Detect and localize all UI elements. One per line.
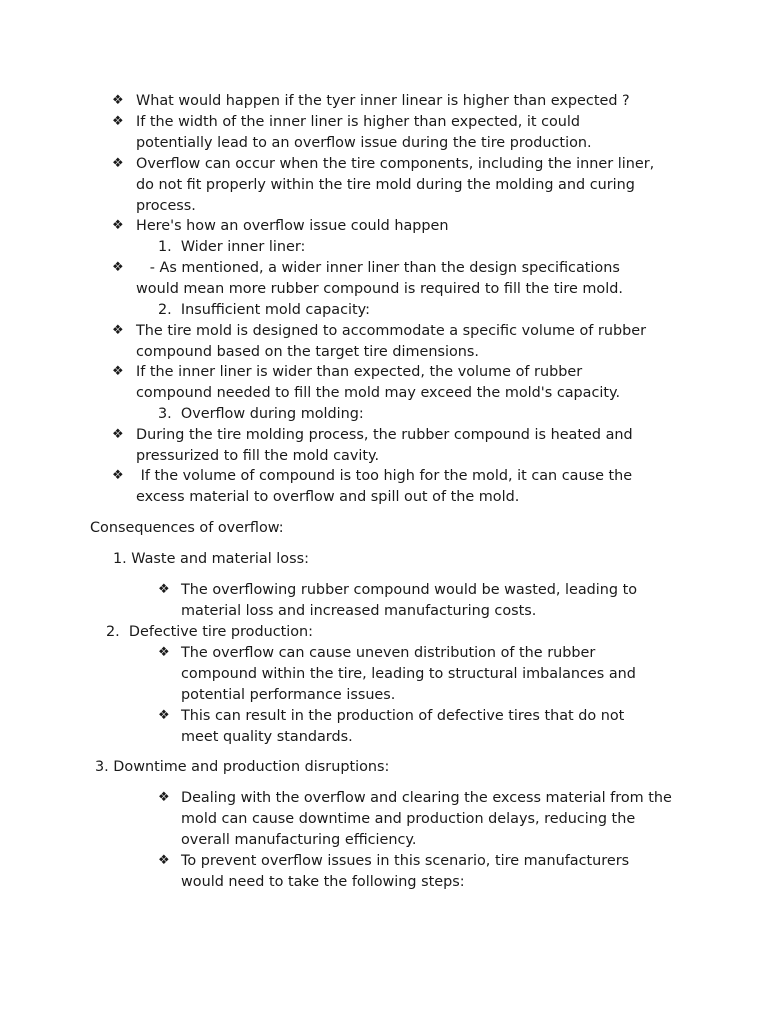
paragraph: The overflowing rubber compound would be wasted, leading to material loss and increased manufacturing costs.: [181, 582, 638, 619]
paragraph: To prevent overflow issues in this scenario, tire manufacturers would need to take the following steps:: [181, 853, 630, 890]
bullet-icon: ❖: [158, 582, 170, 597]
numbered-heading: 2. Insufficient mold capacity:: [158, 302, 370, 318]
bullet-icon: ❖: [158, 645, 170, 660]
bullet-icon: ❖: [112, 218, 124, 233]
bullet-icon: ❖: [158, 708, 170, 723]
paragraph: This can result in the production of defective tires that do not meet quality standards.: [181, 708, 625, 745]
paragraph: If the width of the inner liner is higher than expected, it could potentially lead to an overflow issue during the tire production.: [136, 114, 592, 151]
paragraph: The overflow can cause uneven distribution of the rubber compound within the tire, leading to structural imbalances and potential performance issues.: [181, 645, 636, 703]
numbered-heading: 3. Overflow during molding:: [158, 406, 364, 422]
bullet-icon: ❖: [112, 114, 124, 129]
bullet-icon: ❖: [112, 323, 124, 338]
bullet-icon: ❖: [112, 364, 124, 379]
paragraph: During the tire molding process, the rubber compound is heated and pressurized to fill the mold cavity.: [136, 427, 633, 464]
paragraph: Here's how an overflow issue could happen: [136, 218, 449, 234]
paragraph: - As mentioned, a wider inner liner than the design specifications would mean more rubber compound is required to fill the tire mold.: [136, 260, 625, 297]
bullet-icon: ❖: [158, 790, 170, 805]
section-heading: Consequences of overflow:: [90, 520, 284, 536]
paragraph: Dealing with the overflow and clearing the excess material from the mold can cause downtime and production delays, reducing the overall manufacturing efficiency.: [181, 790, 672, 848]
numbered-heading: 1. Wider inner liner:: [158, 239, 306, 255]
paragraph: Overflow can occur when the tire components, including the inner liner, do not fit properly within the tire mold during the molding and curing process.: [136, 156, 655, 214]
paragraph: If the volume of compound is too high for the mold, it can cause the excess material to overflow and spill out of the mold.: [136, 468, 637, 505]
numbered-heading: 3. Downtime and production disruptions:: [95, 759, 390, 775]
numbered-heading: 2. Defective tire production:: [106, 624, 314, 640]
bullet-icon: ❖: [112, 427, 124, 442]
bullet-icon: ❖: [112, 260, 124, 275]
bullet-icon: ❖: [112, 156, 124, 171]
bullet-icon: ❖: [158, 853, 170, 868]
numbered-heading: 1. Waste and material loss:: [113, 551, 309, 567]
bullet-icon: ❖: [112, 468, 124, 483]
paragraph: What would happen if the tyer inner linear is higher than expected ?: [136, 93, 630, 109]
paragraph: The tire mold is designed to accommodate a specific volume of rubber compound based on the target tire dimensions.: [136, 323, 646, 360]
paragraph: If the inner liner is wider than expected, the volume of rubber compound needed to fill the mold may exceed the mold's capacity.: [136, 364, 621, 401]
bullet-icon: ❖: [112, 93, 124, 108]
